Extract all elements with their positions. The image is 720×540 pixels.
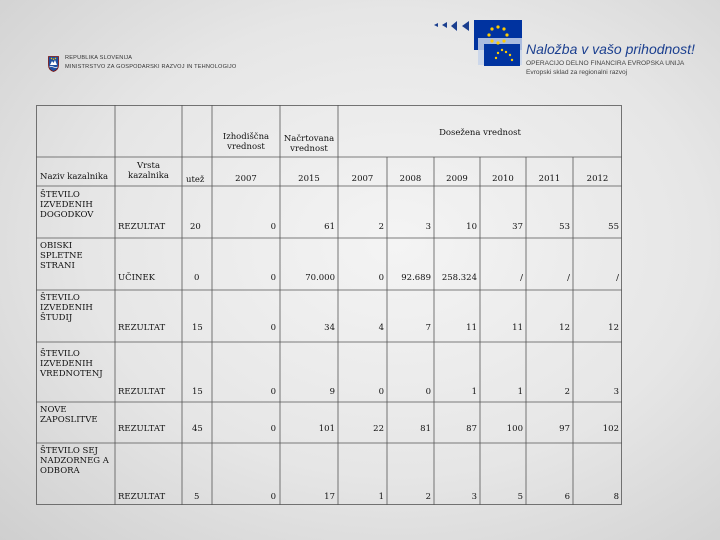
value-cell: 53 (559, 222, 570, 232)
header-naziv: Naziv kazalnika (40, 172, 109, 182)
value-cell: 17 (324, 492, 335, 502)
indicator-type: UČINEK (118, 273, 156, 283)
value-cell: 92.689 (401, 273, 431, 283)
value-cell: 97 (559, 424, 570, 434)
value-cell: 11 (466, 323, 477, 333)
header-year: 2012 (586, 174, 609, 184)
value-cell: 8 (613, 492, 619, 502)
value-cell: 9 (329, 387, 335, 397)
value-cell: 2 (564, 387, 570, 397)
indicator-weight: 0 (194, 273, 200, 283)
eu-subtitle-1: OPERACIJO DELNO FINANCIRA EVROPSKA UNIJA (526, 60, 685, 67)
value-cell: 7 (425, 323, 431, 333)
header-dosezena: Dosežena vrednost (439, 128, 521, 138)
header-year: 2009 (446, 174, 468, 184)
value-cell: 102 (602, 424, 619, 434)
ministry-header (48, 54, 236, 72)
value-cell: 87 (466, 424, 477, 434)
value-cell: 70.000 (305, 273, 335, 283)
indicator-weight: 5 (194, 492, 200, 502)
value-cell: 1 (378, 492, 384, 502)
slovenia-crest-icon (48, 56, 59, 72)
indicator-name: NOVE ZAPOSLITVE (40, 405, 98, 425)
value-cell: / (520, 273, 523, 283)
value-cell: / (567, 273, 570, 283)
ministry-line-1: REPUBLIKA SLOVENIJA (65, 55, 133, 61)
value-cell: 0 (270, 387, 276, 397)
header-year: 2007 (235, 174, 257, 184)
value-cell: 0 (270, 492, 276, 502)
indicator-type: REZULTAT (118, 492, 166, 502)
eu-slogan: Naložba v vašo prihodnost! (526, 41, 695, 57)
indicator-name: ŠTEVILO SEJ NADZORNEG A ODBORA (40, 446, 109, 476)
ministry-line-2: MINISTRSTVO ZA GOSPODARSKI RAZVOJ IN TEHNOLOGIJO (65, 64, 237, 70)
value-cell: 11 (512, 323, 523, 333)
value-cell: 81 (420, 424, 431, 434)
value-cell: 4 (378, 323, 384, 333)
value-cell: 3 (471, 492, 477, 502)
indicator-weight: 15 (192, 387, 203, 397)
indicator-type: REZULTAT (118, 222, 166, 232)
indicator-name: ŠTEVILO IZVEDENIH VREDNOTENJ (40, 349, 103, 379)
eu-funding-logo (432, 16, 694, 82)
value-cell: 22 (373, 424, 384, 434)
value-cell: 101 (318, 424, 335, 434)
indicator-type: REZULTAT (118, 424, 166, 434)
value-cell: 100 (506, 424, 523, 434)
value-cell: 0 (425, 387, 431, 397)
value-cell: 2 (425, 492, 431, 502)
indicator-weight: 20 (190, 222, 201, 232)
value-cell: 5 (517, 492, 523, 502)
header-utez: utež (186, 175, 205, 185)
value-cell: 0 (270, 424, 276, 434)
value-cell: 0 (378, 387, 384, 397)
indicator-weight: 15 (192, 323, 203, 333)
value-cell: 61 (324, 222, 335, 232)
value-cell: 37 (512, 222, 523, 232)
value-cell: 0 (270, 222, 276, 232)
indicator-weight: 45 (192, 424, 203, 434)
value-cell: 3 (425, 222, 431, 232)
indicator-table (36, 105, 622, 505)
value-cell: 12 (559, 323, 570, 333)
header-izhodiscna: Izhodiščna vrednost (222, 132, 270, 152)
header-year: 2015 (298, 174, 320, 184)
value-cell: 1 (517, 387, 523, 397)
value-cell: 0 (270, 323, 276, 333)
value-cell: / (616, 273, 619, 283)
header-year: 2007 (351, 174, 374, 184)
value-cell: 1 (471, 387, 477, 397)
indicator-name: ŠTEVILO IZVEDENIH DOGODKOV (40, 190, 94, 220)
value-cell: 34 (324, 323, 335, 333)
header-year: 2008 (399, 174, 422, 184)
value-cell: 3 (613, 387, 619, 397)
value-cell: 0 (378, 273, 384, 283)
header-nacrtovana: Načrtovana vrednost (283, 134, 335, 154)
eu-subtitle-2: Evropski sklad za regionalni razvoj (526, 69, 628, 76)
header-year: 2011 (538, 174, 561, 184)
indicator-type: REZULTAT (118, 323, 166, 333)
header-year: 2010 (492, 174, 514, 184)
value-cell: 10 (466, 222, 477, 232)
value-cell: 55 (608, 222, 619, 232)
value-cell: 12 (608, 323, 619, 333)
value-cell: 0 (270, 273, 276, 283)
value-cell: 6 (564, 492, 570, 502)
value-cell: 258.324 (441, 273, 477, 283)
indicator-name: ŠTEVILO IZVEDENIH ŠTUDIJ (40, 293, 93, 323)
value-cell: 2 (378, 222, 384, 232)
header-vrsta: Vrsta kazalnika (128, 161, 169, 181)
indicator-name: OBISKI SPLETNE STRANI (40, 241, 83, 271)
indicator-type: REZULTAT (118, 387, 166, 397)
